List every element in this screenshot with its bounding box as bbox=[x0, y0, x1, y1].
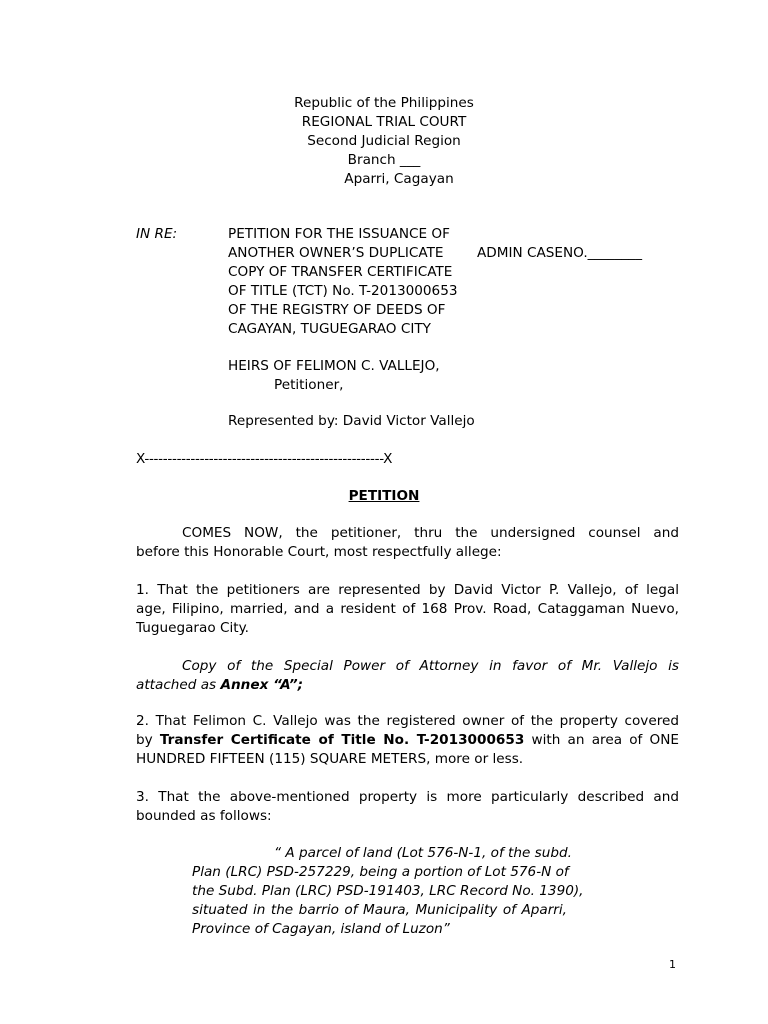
text-prefix: by bbox=[136, 732, 160, 748]
quote-line: situated in the barrio of Maura, Municipality of Aparri, bbox=[192, 902, 567, 918]
paragraph-line: 3. That the above-mentioned property is more particularly described and bbox=[136, 789, 679, 805]
heading-location: Aparri, Cagayan bbox=[344, 171, 454, 187]
property-description-quote bbox=[192, 844, 584, 939]
heirs-name: HEIRS OF FELIMON C. VALLEJO, bbox=[228, 358, 440, 374]
paragraph-line: 1. That the petitioners are represented by David Victor P. Vallejo, of legal bbox=[136, 582, 679, 598]
paragraph-line: Copy of the Special Power of Attorney in favor of Mr. Vallejo is bbox=[182, 658, 679, 674]
paragraph-line: bounded as follows: bbox=[136, 808, 272, 824]
heading-republic: Republic of the Philippines bbox=[294, 95, 474, 111]
paragraph-line: HUNDRED FIFTEEN (115) SQUARE METERS, more or less. bbox=[136, 751, 524, 767]
quote-line: Province of Cagayan, island of Luzon” bbox=[192, 921, 450, 937]
quote-line: Plan (LRC) PSD-257229, being a portion of Lot 576-N of bbox=[192, 864, 569, 880]
comes-now-paragraph bbox=[136, 524, 679, 562]
represented-by: Represented by: David Victor Vallejo bbox=[228, 413, 475, 429]
document-title: PETITION bbox=[348, 488, 420, 504]
paragraph-line: before this Honorable Court, most respectfully allege: bbox=[136, 544, 502, 560]
heading-court: REGIONAL TRIAL COURT bbox=[301, 114, 467, 130]
paragraph-line: Tuguegarao City. bbox=[136, 620, 250, 636]
quote-line: the Subd. Plan (LRC) PSD-191403, LRC Record No. 1390), bbox=[192, 883, 584, 899]
caption-line: COPY OF TRANSFER CERTIFICATE bbox=[228, 264, 453, 280]
paragraph-line: COMES NOW, the petitioner, thru the undersigned counsel and bbox=[182, 525, 679, 541]
in-re-label: IN RE: bbox=[136, 226, 178, 242]
paragraph-2 bbox=[136, 712, 679, 769]
tct-reference: Transfer Certificate of Title No. T-2013000653 bbox=[159, 732, 525, 748]
paragraph-line: age, Filipino, married, and a resident of 168 Prov. Road, Cataggaman Nuevo, bbox=[136, 601, 679, 617]
heading-region: Second Judicial Region bbox=[307, 133, 461, 149]
petitioner-label: Petitioner, bbox=[274, 377, 344, 393]
paragraph-line bbox=[136, 676, 679, 695]
court-heading bbox=[0, 94, 768, 189]
text-suffix: with an area of ONE bbox=[524, 732, 680, 748]
annex-prefix: attached as bbox=[136, 677, 221, 693]
petitioner-block bbox=[228, 357, 440, 395]
quote-line: “ A parcel of land (Lot 576-N-1, of the subd. bbox=[274, 845, 572, 861]
annex-reference: Annex “A”; bbox=[220, 677, 304, 693]
heading-branch: Branch ___ bbox=[347, 152, 421, 168]
case-caption bbox=[228, 225, 458, 339]
paragraph-1 bbox=[136, 581, 679, 638]
caption-divider: X----------------------------------------------------X bbox=[136, 451, 393, 467]
admin-case-number: ADMIN CASENO.________ bbox=[477, 245, 643, 261]
annex-paragraph bbox=[136, 657, 679, 695]
caption-line: CAGAYAN, TUGUEGARAO CITY bbox=[228, 321, 431, 337]
caption-line: OF THE REGISTRY OF DEEDS OF bbox=[228, 302, 446, 318]
caption-line: OF TITLE (TCT) No. T-2013000653 bbox=[228, 283, 458, 299]
caption-line: PETITION FOR THE ISSUANCE OF bbox=[228, 226, 450, 242]
page-number: 1 bbox=[669, 958, 676, 971]
paragraph-line: 2. That Felimon C. Vallejo was the registered owner of the property covered bbox=[136, 713, 679, 729]
paragraph-line bbox=[136, 731, 679, 750]
paragraph-3 bbox=[136, 788, 679, 826]
caption-line: ANOTHER OWNER’S DUPLICATE bbox=[228, 245, 444, 261]
